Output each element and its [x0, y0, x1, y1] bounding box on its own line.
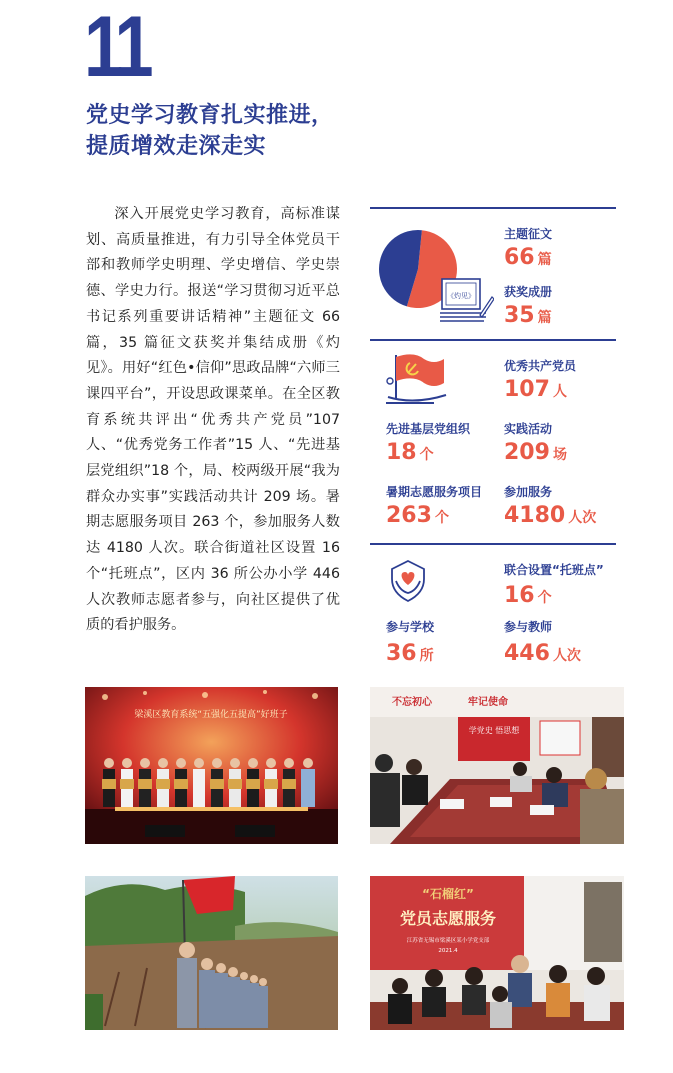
summer-projects-value — [386, 505, 449, 527]
p4-banner-title: “石榴红” — [422, 887, 474, 901]
essays-value — [504, 247, 552, 269]
body-paragraph — [86, 202, 340, 639]
section-number: 11 — [84, 0, 149, 95]
section-title — [86, 100, 334, 162]
advanced-orgs-value — [386, 442, 434, 464]
p2-banner-left: 不忘初心 — [392, 697, 432, 708]
essays-number: 66 — [504, 245, 535, 270]
schools-value — [386, 643, 434, 665]
advanced-orgs-unit: 个 — [419, 447, 434, 463]
service-label: 参加服务 — [504, 485, 553, 499]
schools-unit: 所 — [419, 648, 434, 664]
excellent-members-label: 优秀共产党员 — [504, 359, 577, 373]
essays-label: 主题征文 — [504, 227, 553, 241]
care-points-value — [504, 585, 552, 607]
stats-party-members — [370, 339, 616, 543]
book-title: 《灼见》 — [447, 292, 475, 300]
teachers-unit: 人次 — [552, 648, 581, 664]
stats-essays — [370, 207, 616, 339]
party-flag-icon — [384, 351, 450, 407]
p2-banner-right: 牢记使命 — [468, 697, 508, 708]
section-title-line1: 党史学习教育扎实推进， — [86, 103, 334, 128]
teachers-value — [504, 643, 581, 665]
schools-label: 参与学校 — [386, 620, 435, 634]
photo-award-ceremony — [85, 687, 338, 844]
book-icon — [438, 275, 494, 325]
photo-red-education-outdoor — [85, 876, 338, 1030]
photo-study-meeting — [370, 687, 624, 844]
practice-value — [504, 442, 567, 464]
schools-number: 36 — [386, 641, 417, 666]
summer-projects-label: 暑期志愿服务项目 — [386, 485, 483, 499]
p4-banner-main: 党员志愿服务 — [399, 909, 497, 928]
awarded-label: 获奖成册 — [504, 285, 553, 299]
summer-projects-unit: 个 — [434, 510, 449, 526]
care-points-unit: 个 — [537, 590, 552, 606]
stats-care-points — [370, 543, 616, 673]
practice-unit: 场 — [552, 447, 567, 463]
section-title-line2: 提质增效走深走实 — [86, 134, 267, 159]
teachers-number: 446 — [504, 641, 550, 666]
teachers-label: 参与教师 — [504, 620, 553, 634]
essays-unit: 篇 — [537, 252, 552, 268]
advanced-orgs-label: 先进基层党组织 — [386, 422, 471, 436]
excellent-members-value — [504, 379, 567, 401]
summer-projects-number: 263 — [386, 503, 432, 528]
p4-banner-sub: 江苏省无锡市梁溪区某小学党支部 — [406, 938, 490, 944]
care-points-number: 16 — [504, 583, 535, 608]
p1-banner-text: 梁溪区教育系统“五强化五提高”好班子 — [134, 710, 288, 720]
service-number: 4180 — [504, 503, 566, 528]
excellent-members-number: 107 — [504, 377, 550, 402]
awarded-number: 35 — [504, 303, 535, 328]
heart-hands-icon — [388, 559, 428, 603]
awarded-unit: 篇 — [537, 310, 552, 326]
advanced-orgs-number: 18 — [386, 440, 417, 465]
awarded-value — [504, 305, 552, 327]
p4-banner-date: 2021.4 — [438, 948, 458, 954]
stats-panel — [370, 207, 616, 673]
care-points-label: 联合设置“托班点” — [504, 563, 604, 577]
service-unit: 人次 — [568, 510, 597, 526]
service-value — [504, 505, 596, 527]
photo-volunteer-service — [370, 876, 624, 1030]
p2-board-text: 学党史 悟思想 — [468, 726, 520, 735]
practice-label: 实践活动 — [504, 422, 553, 436]
excellent-members-unit: 人 — [552, 384, 567, 400]
body-text: 深入开展党史学习教育，高标准谋划、高质量推进，有力引导全体党员干部和教师学史明理、学史增信、学史崇德、学史力行。报送“学习贯彻习近平总书记系列重要讲话精神”主题征文 66 篇，35 篇征文获奖并集结成册《灼见》。用好“红色•信仰”思政品牌“六师三课四平台”，开设思政课菜单。在全区教育系统共评出“优秀共产党员”107 人、“优秀党务工作者”15 人、“先进基层党组织”18 个，局、校两级开展“我为群众办实事”实践活动共计 209 场。暑期志愿服务项目 263 个，参加服务人数达 4180 人次。联合街道社区设置 16 个“托班点”，区内 36 所公办小学 446 人次教师志愿者参与，向社区提供了优质的看护服务。 — [86, 206, 340, 634]
practice-number: 209 — [504, 440, 550, 465]
